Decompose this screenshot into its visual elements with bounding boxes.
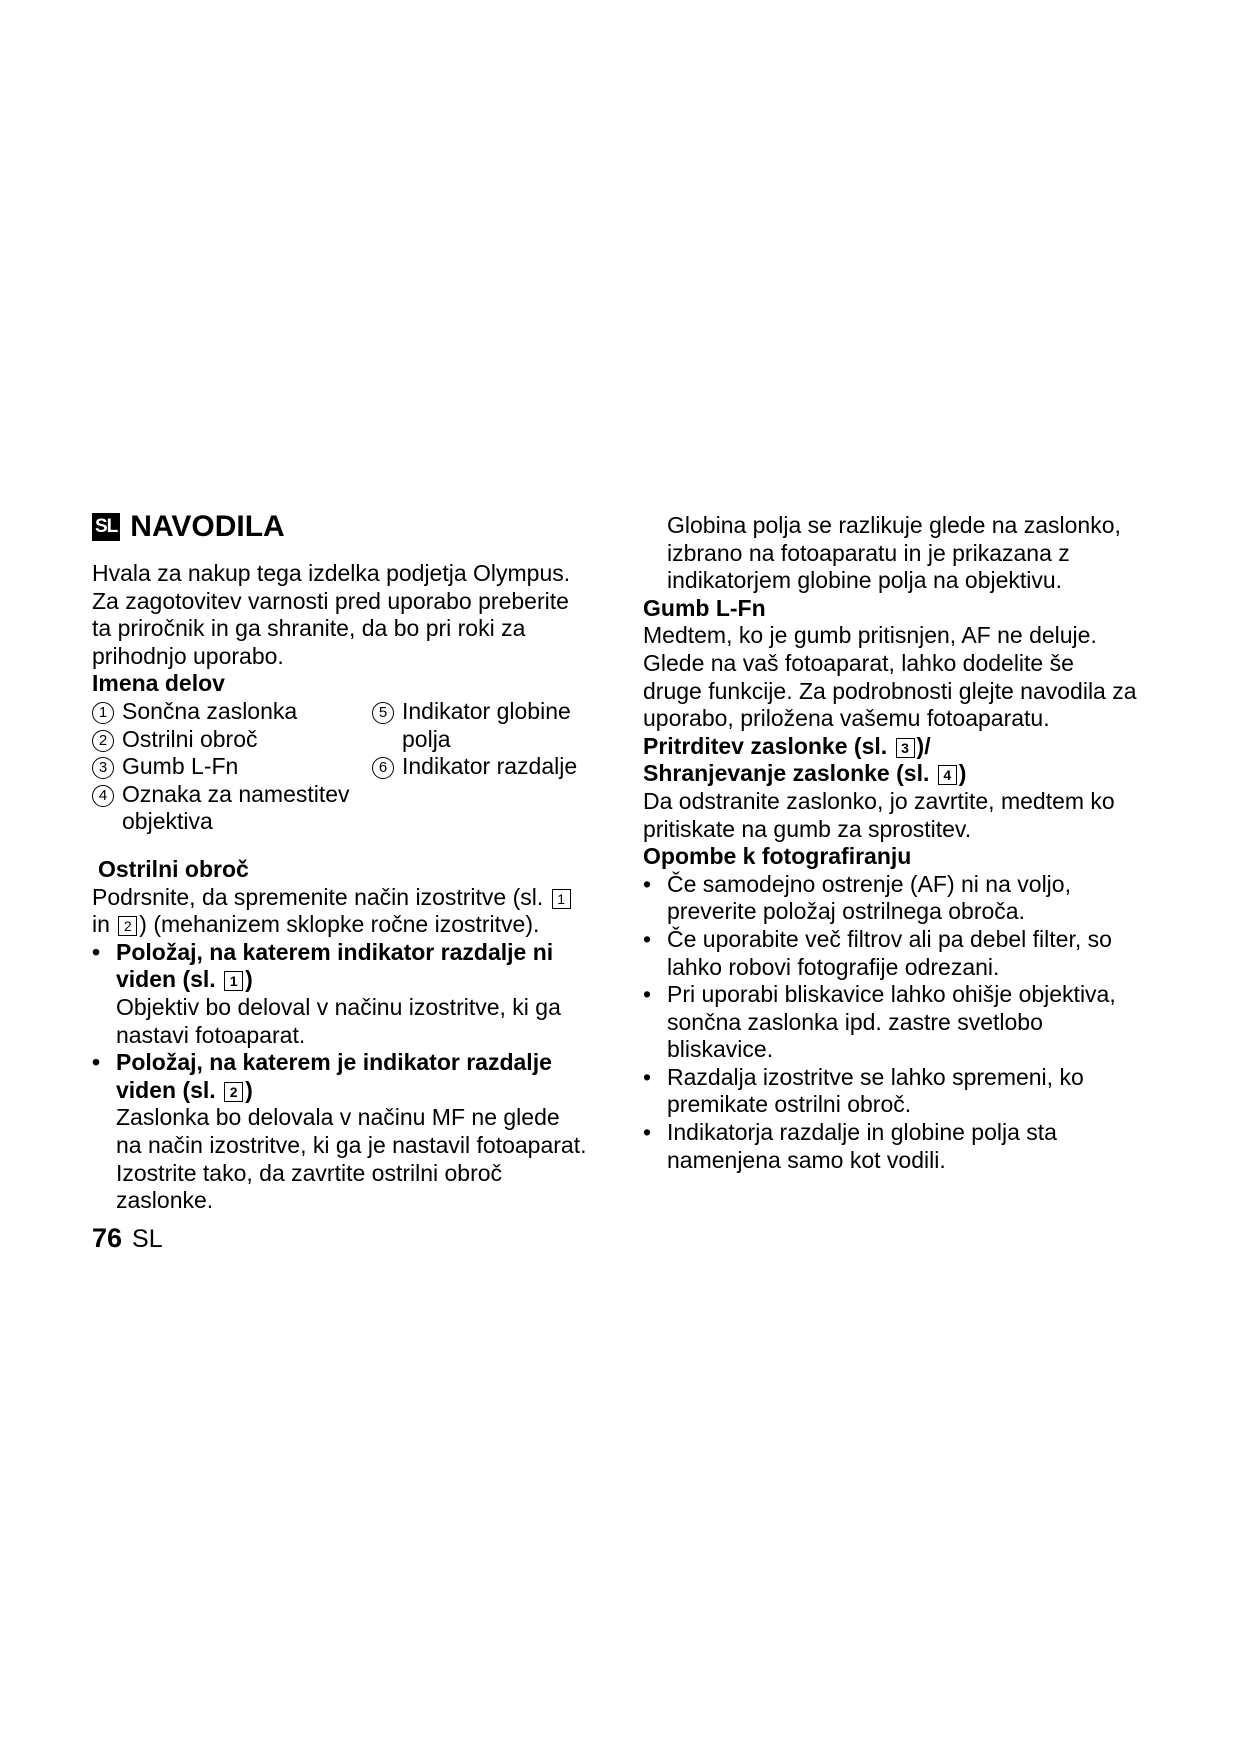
attach-heading bbox=[643, 733, 1163, 761]
page-title: NAVODILA bbox=[130, 510, 285, 544]
part-item bbox=[372, 753, 577, 781]
page-footer bbox=[92, 1223, 163, 1254]
part-item bbox=[92, 753, 238, 781]
text-span: lahko robovi fotografije odrezani. bbox=[667, 953, 1000, 980]
note-item bbox=[643, 981, 1163, 1064]
part-label: Oznaka za namestitev bbox=[122, 780, 350, 807]
bullet-text: na način izostritve, ki ga je nastavil fotoaparat. bbox=[116, 1131, 587, 1158]
intro-line: ta priročnik in ga shranite, da bo pri roki za bbox=[92, 615, 526, 642]
text-span: • Če uporabite več filtrov ali pa debel filter, so bbox=[667, 925, 1112, 952]
text-span: • Razdalja izostritve se lahko spremeni, ko bbox=[667, 1063, 1084, 1090]
text-span: Pritrditev zaslonke (sl. bbox=[643, 732, 888, 759]
part-label: Ostrilni obroč bbox=[122, 725, 258, 752]
part-number: 1 bbox=[92, 702, 114, 724]
text-span: Podrsnite, da spremenite način izostritve (sl. bbox=[92, 883, 544, 910]
part-label-continued: polja bbox=[402, 725, 451, 752]
lfn-text: Medtem, ko je gumb pritisnjen, AF ne deluje. bbox=[643, 622, 1097, 649]
text-span: • Položaj, na katerem je indikator razdalje bbox=[116, 1049, 552, 1076]
parts-list bbox=[92, 698, 612, 836]
part-number: 3 bbox=[92, 757, 114, 779]
note-item bbox=[643, 871, 1163, 926]
page-number: 76 bbox=[92, 1223, 123, 1253]
text-span: namenjena samo kot vodili. bbox=[667, 1146, 946, 1173]
figure-ref: 2 bbox=[224, 1082, 243, 1102]
lfn-text: uporabo, priložena vašemu fotoaparatu. bbox=[643, 705, 1050, 732]
bullet-text: Objektiv bo deloval v načinu izostritve, ki ga bbox=[116, 993, 561, 1020]
right-column bbox=[643, 512, 1163, 1174]
bullet-text: nastavi fotoaparat. bbox=[116, 1021, 306, 1048]
note-item bbox=[643, 1064, 1163, 1119]
language-badge: SL bbox=[92, 513, 120, 541]
parts-heading: Imena delov bbox=[92, 670, 225, 697]
bullet-text: zaslonke. bbox=[116, 1187, 214, 1214]
text-span: • Položaj, na katerem indikator razdalje ni bbox=[116, 938, 554, 965]
text-span: sončna zaslonka ipd. zastre svetlobo bbox=[667, 1008, 1043, 1035]
focus-ring-text bbox=[92, 911, 612, 939]
attach-text: pritiskate na gumb za sprostitev. bbox=[643, 815, 972, 842]
depth-text: indikatorjem globine polja na objektivu. bbox=[667, 567, 1063, 594]
intro-line: Za zagotovitev varnosti pred uporabo preberite bbox=[92, 587, 569, 614]
text-span: ) (mehanizem sklopke ročne izostritve). bbox=[139, 911, 540, 938]
figure-ref: 4 bbox=[938, 765, 957, 785]
note-item bbox=[643, 926, 1163, 981]
part-label: Sončna zaslonka bbox=[122, 697, 298, 724]
part-number: 4 bbox=[92, 785, 114, 807]
text-span: ) bbox=[245, 1076, 253, 1103]
part-item bbox=[92, 726, 257, 754]
bullet-text: Izostrite tako, da zavrtite ostrilni obroč bbox=[116, 1159, 503, 1186]
intro-line: prihodnjo uporabo. bbox=[92, 642, 284, 669]
depth-text: izbrano na fotoaparatu in je prikazana z bbox=[667, 539, 1070, 566]
text-span: • Indikatorja razdalje in globine polja sta bbox=[667, 1119, 1057, 1146]
bullet-text: Zaslonka bo delovala v načinu MF ne glede bbox=[116, 1104, 560, 1131]
figure-ref: 2 bbox=[118, 916, 137, 936]
lfn-heading: Gumb L-Fn bbox=[643, 594, 766, 621]
part-item bbox=[92, 781, 350, 809]
notes-heading: Opombe k fotografiranju bbox=[643, 843, 912, 870]
text-span: viden (sl. bbox=[116, 1076, 216, 1103]
part-item bbox=[92, 698, 297, 726]
text-span: ) bbox=[245, 966, 253, 993]
part-item bbox=[372, 698, 571, 726]
part-label: Indikator globine bbox=[402, 697, 571, 724]
focus-ring-heading: Ostrilni obroč bbox=[98, 855, 249, 882]
text-span: in bbox=[92, 911, 110, 938]
text-span: ) bbox=[958, 760, 967, 787]
text-span: bliskavice. bbox=[667, 1036, 774, 1063]
lfn-text: druge funkcije. Za podrobnosti glejte navodila za bbox=[643, 677, 1137, 704]
text-span: )/ bbox=[916, 732, 931, 759]
part-label: Indikator razdalje bbox=[402, 753, 578, 780]
text-span: • Če samodejno ostrenje (AF) ni na voljo, bbox=[667, 870, 1071, 897]
store-heading bbox=[643, 760, 1163, 788]
bullet-heading bbox=[92, 1049, 612, 1104]
figure-ref: 1 bbox=[224, 971, 243, 991]
intro-line: Hvala za nakup tega izdelka podjetja Olympus. bbox=[92, 560, 571, 586]
text-span: viden (sl. bbox=[116, 966, 216, 993]
part-number: 6 bbox=[372, 757, 394, 779]
bullet-heading bbox=[92, 939, 612, 994]
figure-ref: 3 bbox=[896, 738, 915, 758]
text-span: premikate ostrilni obroč. bbox=[667, 1091, 912, 1118]
figure-ref: 1 bbox=[552, 889, 571, 909]
part-label-continued: objektiva bbox=[122, 808, 213, 835]
part-number: 2 bbox=[92, 730, 114, 752]
text-span: preverite položaj ostrilnega obroča. bbox=[667, 898, 1025, 925]
part-label: Gumb L-Fn bbox=[122, 753, 239, 780]
focus-ring-text bbox=[92, 884, 612, 912]
note-item bbox=[643, 1119, 1163, 1174]
part-number: 5 bbox=[372, 702, 394, 724]
text-span: Shranjevanje zaslonke (sl. bbox=[643, 760, 930, 787]
depth-text: Globina polja se razlikuje glede na zaslonko, bbox=[667, 512, 1121, 538]
attach-text: Da odstranite zaslonko, jo zavrtite, medtem ko bbox=[643, 787, 1115, 814]
lfn-text: Glede na vaš fotoaparat, lahko dodelite še bbox=[643, 649, 1074, 676]
footer-lang: SL bbox=[132, 1225, 163, 1253]
section-heading bbox=[92, 506, 612, 548]
left-column bbox=[92, 512, 612, 1215]
text-span: • Pri uporabi bliskavice lahko ohišje objektiva, bbox=[667, 981, 1116, 1008]
